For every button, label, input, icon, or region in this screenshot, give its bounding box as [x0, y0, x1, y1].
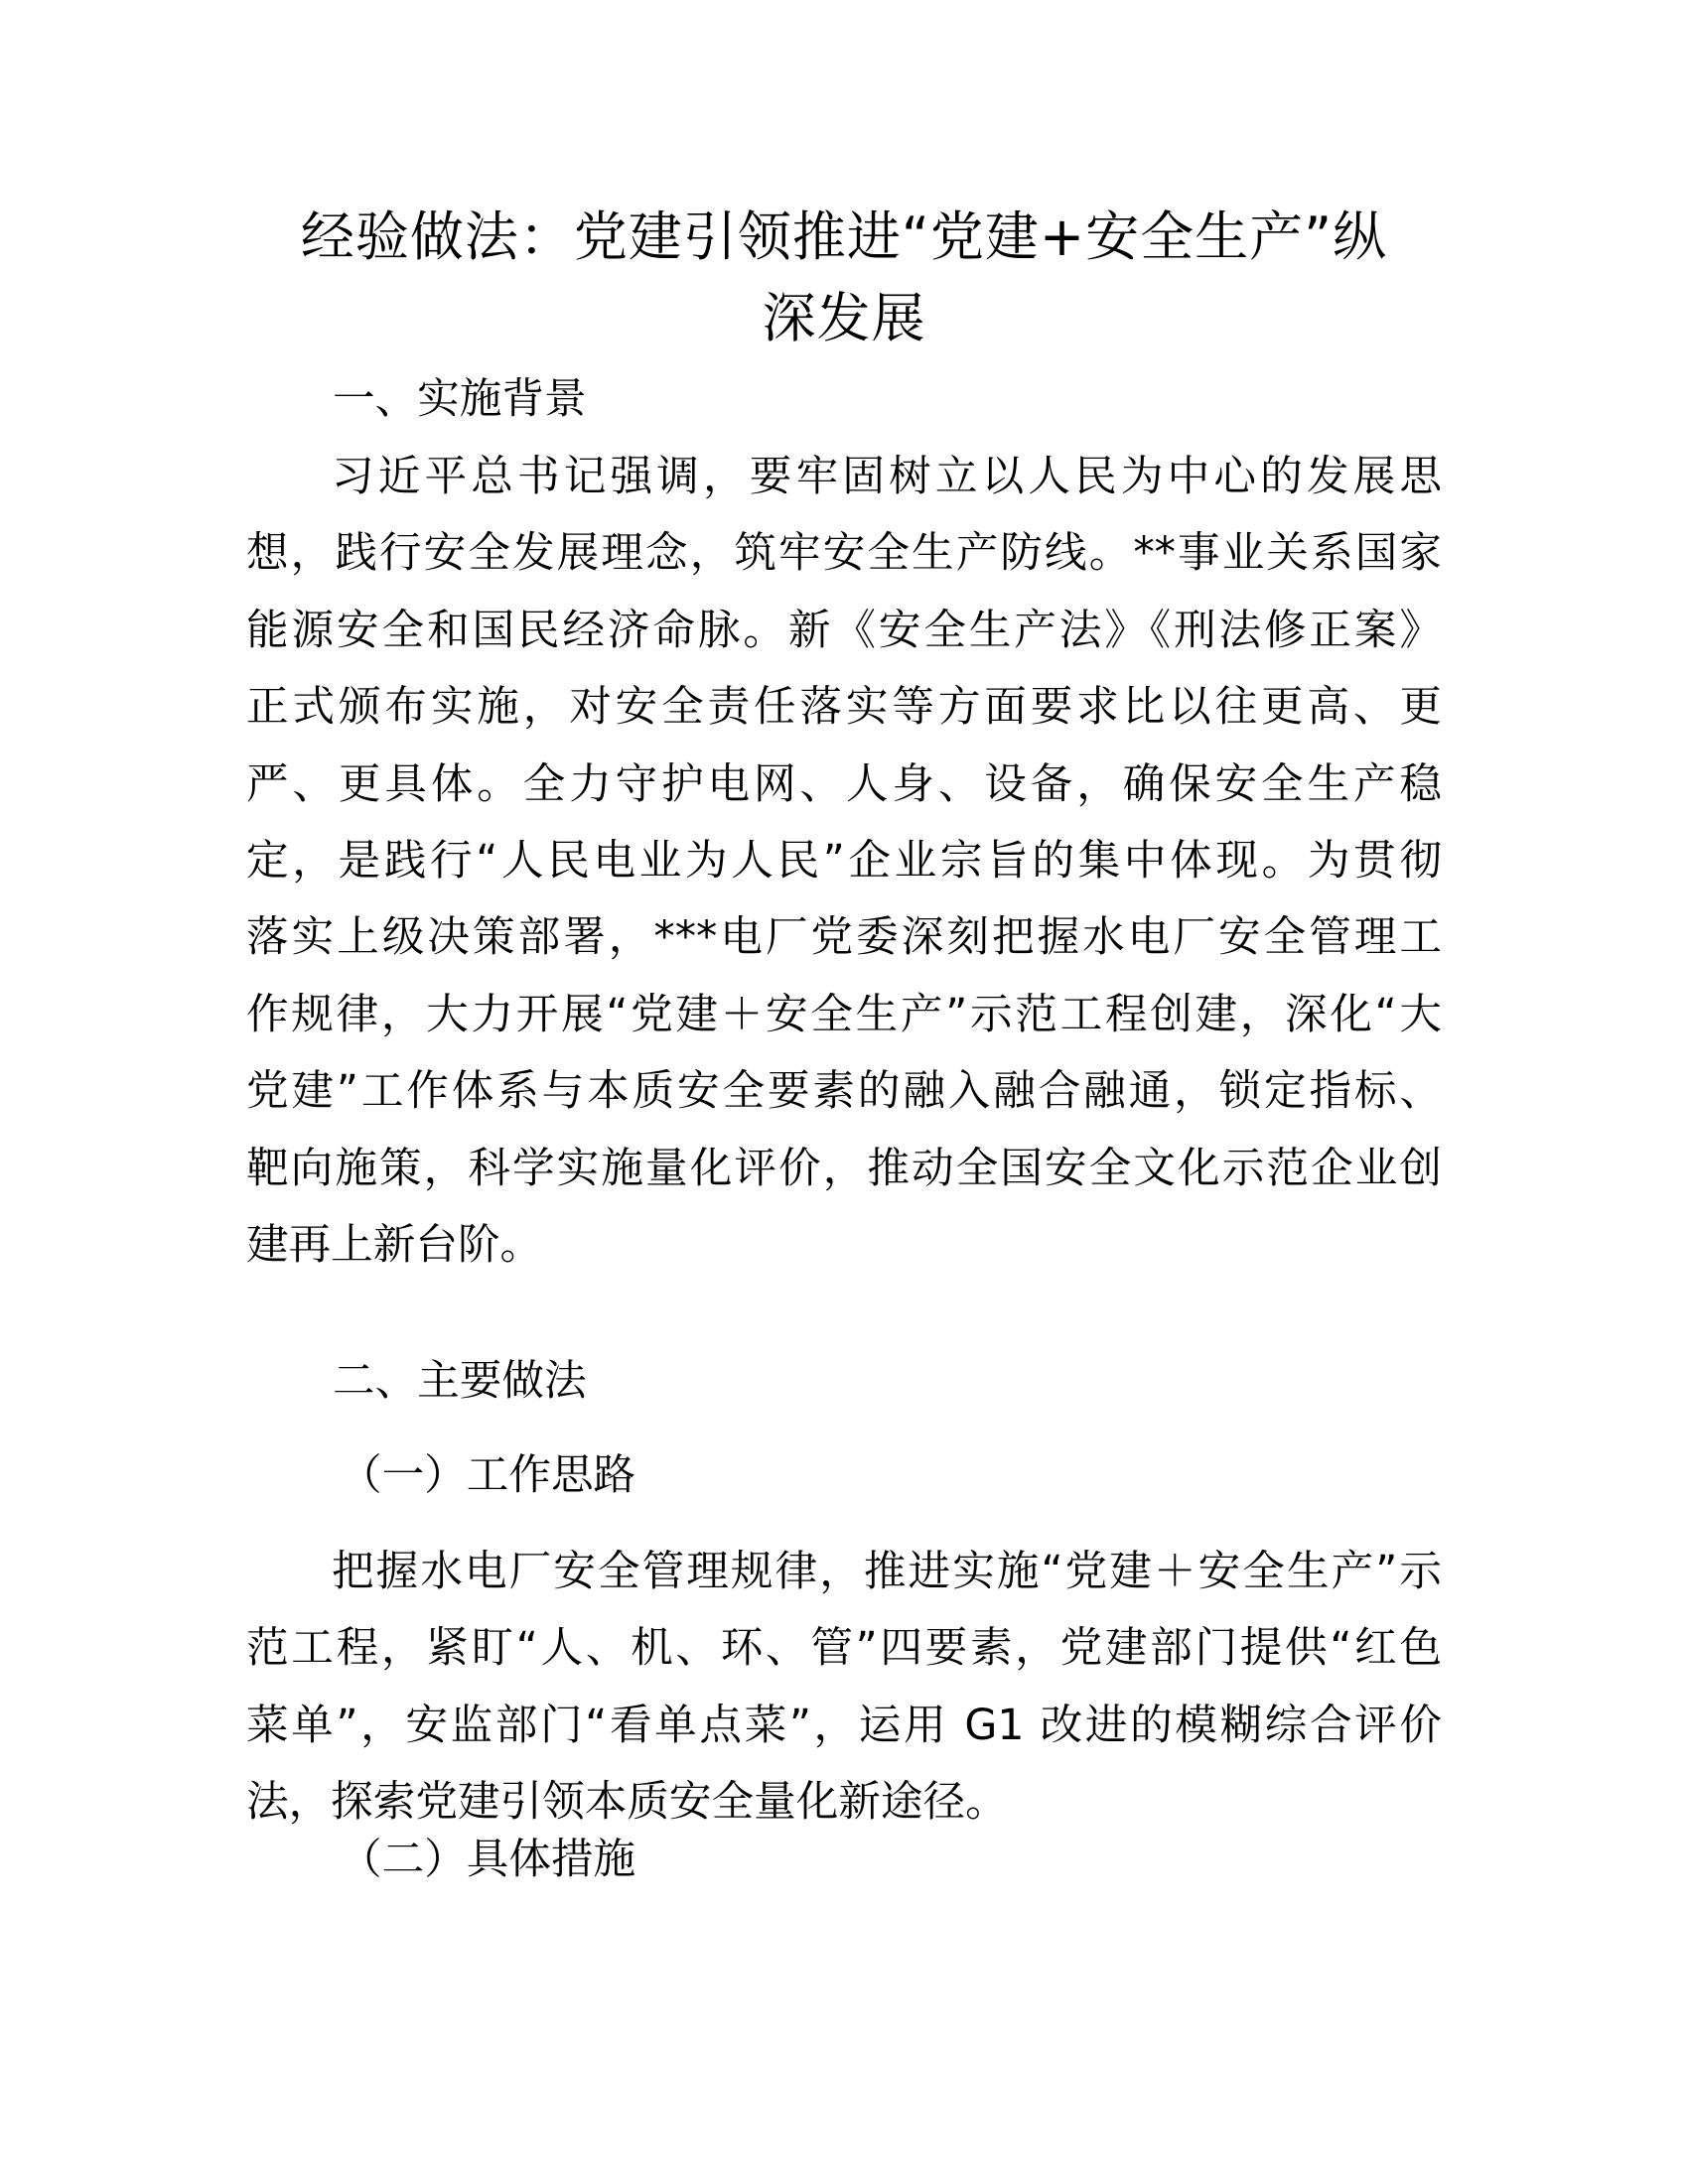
section-heading-main-practices: 二、主要做法	[333, 1356, 587, 1406]
paragraph-work-approach	[246, 1534, 1442, 1842]
paragraph-line: 法，探索党建引领本质安全量化新途径。	[246, 1777, 1008, 1828]
paragraph-line: 落实上级决策部署，***电厂党委深刻把握水电厂安全管理工	[246, 912, 1442, 963]
section-heading-background: 一、实施背景	[333, 374, 587, 424]
paragraph-background	[246, 439, 1442, 1284]
paragraph-line: 严、更具体。全力守护电网、人身、设备，确保安全生产稳	[246, 758, 1442, 809]
paragraph-line: 党建”工作体系与本质安全要素的融入融合融通，锁定指标、	[246, 1066, 1442, 1117]
paragraph-line: 想，践行安全发展理念，筑牢安全生产防线。**事业关系国家	[246, 528, 1442, 579]
paragraph-line: 习近平总书记强调，要牢固树立以人民为中心的发展思	[332, 452, 1442, 501]
title-line: 经验做法：党建引领推进“党建+安全生产”纵	[300, 205, 1388, 268]
paragraph-line: 定，是践行“人民电业为人民”企业宗旨的集中体现。为贯彻	[246, 835, 1442, 886]
paragraph-line: 作规律，大力开展“党建＋安全生产”示范工程创建，深化“大	[246, 989, 1442, 1039]
title-line: 深发展	[762, 287, 926, 349]
paragraph-line: 范工程，紧盯“人、机、环、管”四要素，党建部门提供“红色	[246, 1623, 1442, 1674]
paragraph-line: 把握水电厂安全管理规律，推进实施“党建＋安全生产”示	[332, 1547, 1442, 1596]
paragraph-line: 菜单”，安监部门“看单点菜”，运用 G1 改进的模糊综合评价	[246, 1700, 1442, 1750]
paragraph-line: 正式颁布实施，对安全责任落实等方面要求比以往更高、更	[246, 682, 1442, 733]
subsection-heading-specific-measures: （二）具体措施	[340, 1835, 636, 1884]
paragraph-line: 能源安全和国民经济命脉。新《安全生产法》《刑法修正案》	[246, 605, 1442, 655]
paragraph-line: 建再上新台阶。	[246, 1219, 543, 1270]
subsection-heading-work-approach: （一）工作思路	[340, 1450, 636, 1500]
document-title	[246, 197, 1442, 359]
paragraph-line: 靶向施策，科学实施量化评价，推动全国安全文化示范企业创	[246, 1143, 1442, 1193]
